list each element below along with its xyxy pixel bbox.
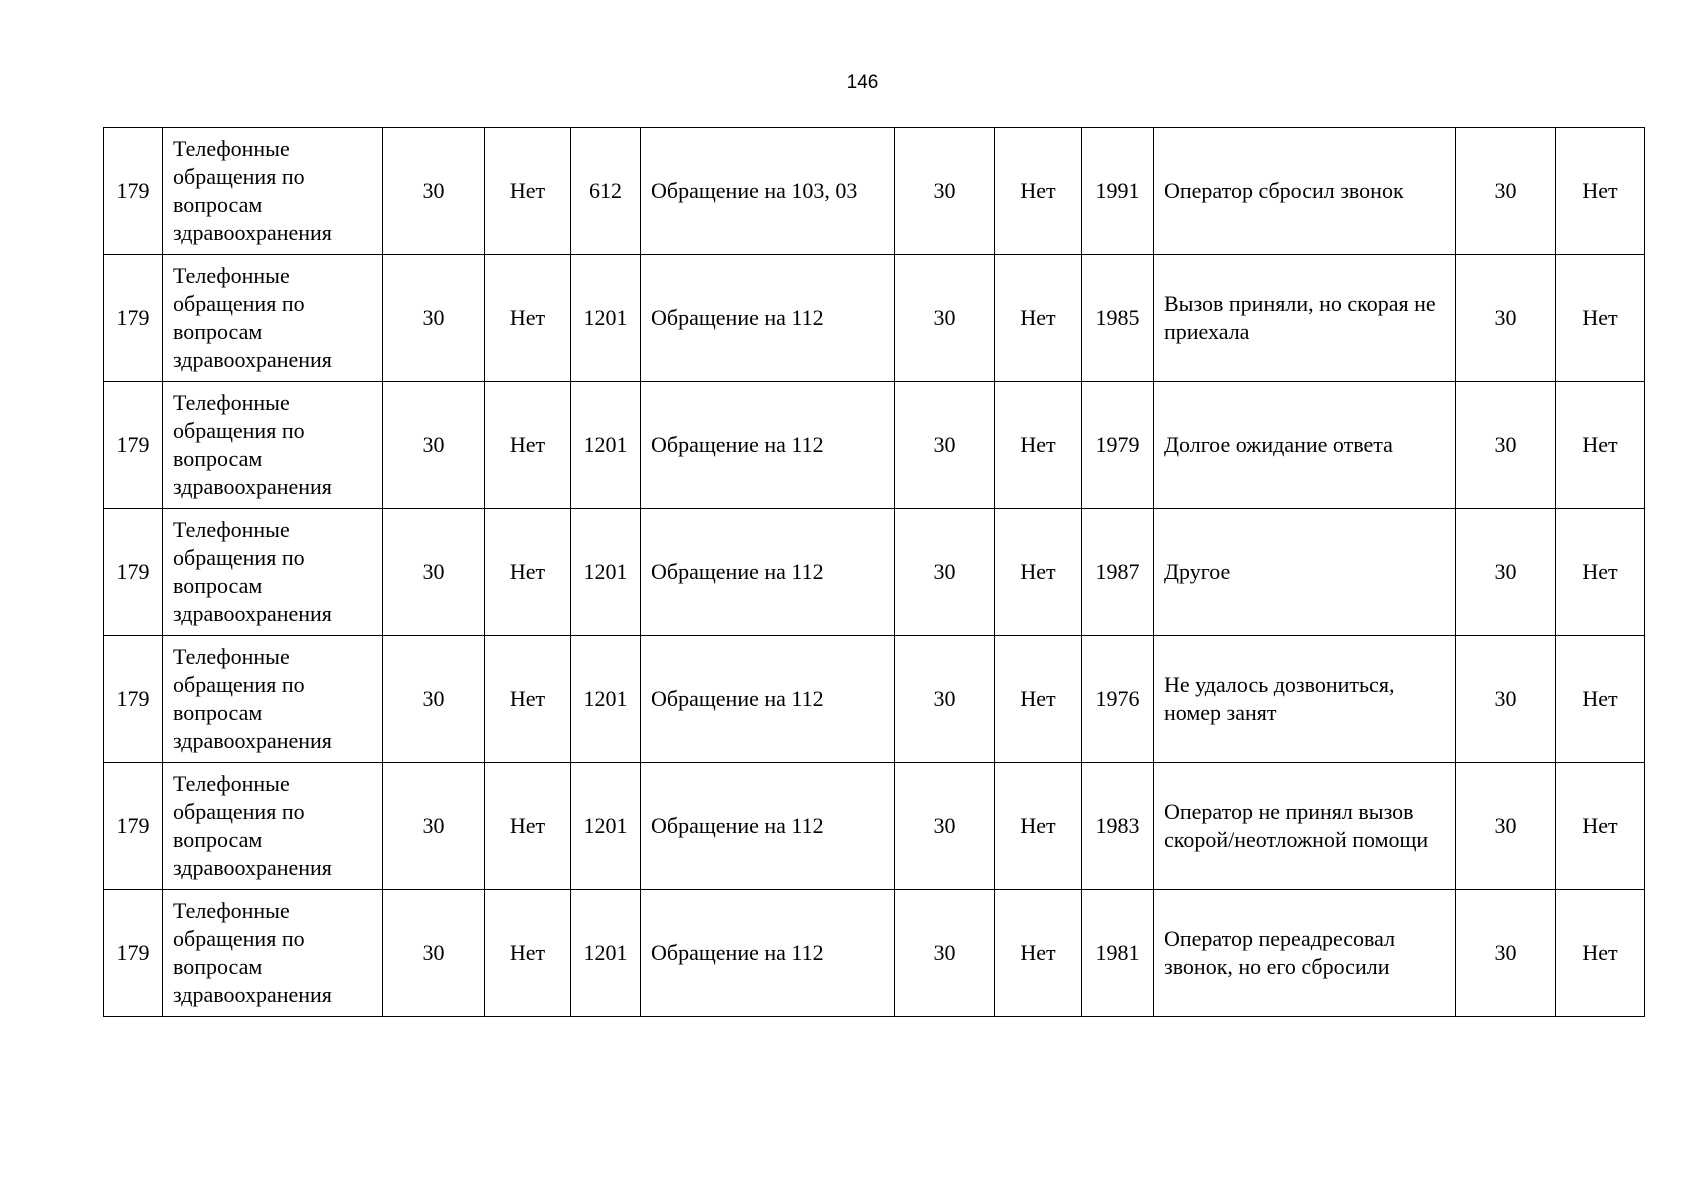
topic-code-cell: 1201 <box>571 509 641 636</box>
topic-code-cell: 1201 <box>571 890 641 1017</box>
group-flag-cell: Нет <box>485 255 571 382</box>
table-row <box>104 890 1645 1017</box>
issue-code-cell: 1983 <box>1082 763 1154 890</box>
topic-flag-cell: Нет <box>995 636 1082 763</box>
issue-days-cell: 30 <box>1456 890 1556 1017</box>
topic-name-cell: Обращение на 112 <box>641 890 895 1017</box>
table-row <box>104 509 1645 636</box>
issue-days-cell: 30 <box>1456 763 1556 890</box>
topic-code-cell: 1201 <box>571 763 641 890</box>
topic-days-cell: 30 <box>895 509 995 636</box>
topic-code-cell: 612 <box>571 128 641 255</box>
topic-name-cell: Обращение на 112 <box>641 763 895 890</box>
group-code-cell: 179 <box>104 255 163 382</box>
issue-name-cell: Не удалось дозвониться, номер занят <box>1154 636 1456 763</box>
topic-code-cell: 1201 <box>571 382 641 509</box>
group-days-cell: 30 <box>383 890 485 1017</box>
topic-name-cell: Обращение на 103, 03 <box>641 128 895 255</box>
topic-flag-cell: Нет <box>995 890 1082 1017</box>
data-table <box>103 127 1645 1017</box>
issue-days-cell: 30 <box>1456 255 1556 382</box>
group-name-cell: Телефонные обращения по вопросам здравоохранения <box>163 890 383 1017</box>
topic-name-cell: Обращение на 112 <box>641 636 895 763</box>
group-name-cell: Телефонные обращения по вопросам здравоохранения <box>163 382 383 509</box>
group-days-cell: 30 <box>383 509 485 636</box>
issue-days-cell: 30 <box>1456 509 1556 636</box>
table-row <box>104 763 1645 890</box>
issue-flag-cell: Нет <box>1556 763 1645 890</box>
group-code-cell: 179 <box>104 128 163 255</box>
group-code-cell: 179 <box>104 382 163 509</box>
issue-days-cell: 30 <box>1456 128 1556 255</box>
issue-code-cell: 1985 <box>1082 255 1154 382</box>
issue-name-cell: Оператор сбросил звонок <box>1154 128 1456 255</box>
group-name-cell: Телефонные обращения по вопросам здравоохранения <box>163 255 383 382</box>
issue-name-cell: Долгое ожидание ответа <box>1154 382 1456 509</box>
topic-flag-cell: Нет <box>995 382 1082 509</box>
group-flag-cell: Нет <box>485 763 571 890</box>
issue-flag-cell: Нет <box>1556 636 1645 763</box>
issue-name-cell: Другое <box>1154 509 1456 636</box>
issue-flag-cell: Нет <box>1556 128 1645 255</box>
topic-days-cell: 30 <box>895 382 995 509</box>
topic-name-cell: Обращение на 112 <box>641 255 895 382</box>
topic-code-cell: 1201 <box>571 636 641 763</box>
topic-name-cell: Обращение на 112 <box>641 382 895 509</box>
issue-code-cell: 1981 <box>1082 890 1154 1017</box>
table-row <box>104 255 1645 382</box>
issue-days-cell: 30 <box>1456 382 1556 509</box>
group-flag-cell: Нет <box>485 509 571 636</box>
topic-days-cell: 30 <box>895 636 995 763</box>
group-name-cell: Телефонные обращения по вопросам здравоохранения <box>163 509 383 636</box>
group-days-cell: 30 <box>383 636 485 763</box>
page-number: 146 <box>846 72 879 93</box>
issue-flag-cell: Нет <box>1556 509 1645 636</box>
issue-code-cell: 1991 <box>1082 128 1154 255</box>
group-days-cell: 30 <box>383 382 485 509</box>
topic-days-cell: 30 <box>895 128 995 255</box>
issue-flag-cell: Нет <box>1556 890 1645 1017</box>
table-row <box>104 128 1645 255</box>
group-code-cell: 179 <box>104 509 163 636</box>
table-row <box>104 382 1645 509</box>
group-flag-cell: Нет <box>485 128 571 255</box>
group-flag-cell: Нет <box>485 382 571 509</box>
topic-flag-cell: Нет <box>995 128 1082 255</box>
issue-code-cell: 1976 <box>1082 636 1154 763</box>
group-code-cell: 179 <box>104 890 163 1017</box>
topic-days-cell: 30 <box>895 890 995 1017</box>
topic-days-cell: 30 <box>895 763 995 890</box>
topic-flag-cell: Нет <box>995 255 1082 382</box>
issue-name-cell: Оператор переадресовал звонок, но его сбросили <box>1154 890 1456 1017</box>
group-name-cell: Телефонные обращения по вопросам здравоохранения <box>163 636 383 763</box>
topic-name-cell: Обращение на 112 <box>641 509 895 636</box>
topic-code-cell: 1201 <box>571 255 641 382</box>
issue-name-cell: Вызов приняли, но скорая не приехала <box>1154 255 1456 382</box>
topic-days-cell: 30 <box>895 255 995 382</box>
issue-code-cell: 1979 <box>1082 382 1154 509</box>
group-flag-cell: Нет <box>485 636 571 763</box>
group-name-cell: Телефонные обращения по вопросам здравоохранения <box>163 763 383 890</box>
topic-flag-cell: Нет <box>995 763 1082 890</box>
issue-days-cell: 30 <box>1456 636 1556 763</box>
issue-flag-cell: Нет <box>1556 255 1645 382</box>
issue-flag-cell: Нет <box>1556 382 1645 509</box>
group-code-cell: 179 <box>104 763 163 890</box>
table-body <box>104 128 1645 1017</box>
table-row <box>104 636 1645 763</box>
issue-name-cell: Оператор не принял вызов скорой/неотложной помощи <box>1154 763 1456 890</box>
group-code-cell: 179 <box>104 636 163 763</box>
group-days-cell: 30 <box>383 763 485 890</box>
group-flag-cell: Нет <box>485 890 571 1017</box>
group-days-cell: 30 <box>383 255 485 382</box>
group-days-cell: 30 <box>383 128 485 255</box>
topic-flag-cell: Нет <box>995 509 1082 636</box>
issue-code-cell: 1987 <box>1082 509 1154 636</box>
group-name-cell: Телефонные обращения по вопросам здравоохранения <box>163 128 383 255</box>
